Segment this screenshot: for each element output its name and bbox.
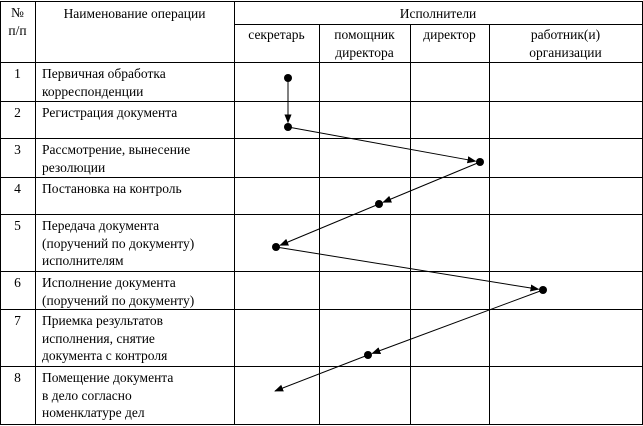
operation-name: Приемка результатов: [42, 313, 164, 328]
number-column-header: №: [11, 5, 24, 20]
flow-node-step-6: [539, 286, 547, 294]
flow-node-step-5: [272, 243, 280, 251]
operation-name: (поручений по документу): [42, 292, 195, 308]
row-divider-4: [0, 214, 643, 215]
operation-name: номенклатуре дел: [42, 405, 145, 420]
operation-name: исполнителям: [42, 253, 124, 268]
flow-arrow-2-to-3: [288, 127, 476, 161]
operation-name: резолюции: [42, 159, 106, 175]
operation-name: Постановка на контроль: [42, 181, 182, 196]
flow-node-step-2: [284, 123, 292, 131]
column-divider-executor-2: [410, 24, 411, 425]
row-divider-3: [0, 177, 643, 178]
operation-name: документа с контроля: [42, 348, 168, 363]
row-number: 7: [14, 313, 21, 328]
executor-header-2: директора: [335, 44, 394, 60]
row-number: 2: [14, 105, 21, 120]
operation-name: Первичная обработка: [42, 66, 166, 81]
executors-group-divider: [234, 24, 642, 25]
flow-node-step-7: [364, 351, 372, 359]
flow-node-step-1: [284, 74, 292, 82]
row-number: 1: [14, 66, 21, 81]
flow-arrow-6-to-7: [372, 290, 543, 353]
executor-header-4: организации: [529, 44, 602, 60]
row-divider-2: [0, 138, 643, 139]
row-number: 5: [14, 218, 21, 233]
operation-name: Исполнение документа: [42, 275, 176, 290]
operation-name: Помещение документа: [42, 370, 174, 385]
flow-arrow-4-to-5: [280, 204, 379, 245]
flow-arrow-5-to-6: [276, 247, 539, 289]
flow-node-step-4: [375, 200, 383, 208]
number-column-header: п/п: [8, 22, 27, 38]
row-number: 4: [14, 181, 21, 196]
row-divider-8: [0, 424, 643, 425]
operation-name: исполнения, снятие: [42, 330, 155, 346]
row-number: 6: [14, 275, 21, 290]
operation-column-header: Наименование операции: [63, 6, 206, 21]
flow-arrow-3-to-4: [383, 162, 480, 202]
column-divider-operation: [234, 1, 235, 425]
executor-header-4: работник(и): [530, 27, 601, 42]
flow-node-step-3: [476, 158, 484, 166]
table-top-border: [0, 1, 643, 2]
operation-name: Передача документа: [42, 218, 160, 233]
row-divider-5: [0, 271, 643, 272]
row-divider-1: [0, 101, 643, 102]
operation-name: в дело согласно: [42, 387, 132, 403]
operation-name: Регистрация документа: [42, 105, 178, 120]
row-divider-7: [0, 366, 643, 367]
executor-header-1: секретарь: [248, 27, 305, 42]
flow-arrow-7-to-8: [275, 355, 368, 391]
column-divider-executor-3: [489, 24, 490, 425]
executors-group-header: Исполнители: [399, 6, 477, 21]
column-divider-executor-1: [319, 24, 320, 425]
column-divider-number: [35, 1, 36, 425]
operation-name: Рассмотрение, вынесение: [42, 142, 191, 157]
operation-name: корреспонденции: [42, 83, 144, 99]
executor-header-2: помощник: [334, 27, 395, 42]
row-divider-6: [0, 309, 643, 310]
operation-name: (поручений по документу): [42, 235, 195, 251]
row-number: 3: [14, 142, 21, 157]
header-bottom-border: [0, 62, 643, 63]
executor-header-3: директор: [423, 27, 476, 42]
row-number: 8: [14, 370, 21, 385]
